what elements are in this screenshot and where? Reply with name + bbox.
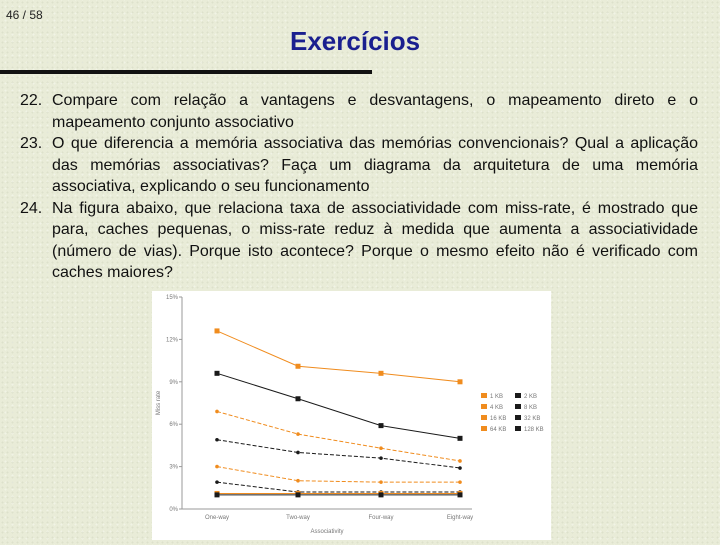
- legend-label: 64 KB: [490, 427, 507, 433]
- x-tick-label: Eight-way: [446, 515, 474, 521]
- legend-label: 128 KB: [524, 427, 544, 433]
- legend-swatch: [481, 426, 487, 431]
- y-tick-label: 3%: [169, 464, 178, 471]
- legend-swatch: [481, 393, 487, 398]
- data-point: [215, 465, 219, 469]
- data-point: [379, 446, 383, 450]
- data-point: [296, 364, 301, 369]
- data-point: [215, 410, 219, 414]
- data-point: [215, 371, 220, 376]
- y-tick-label: 6%: [169, 422, 178, 429]
- legend-swatch: [481, 415, 487, 420]
- series-line: [217, 373, 460, 438]
- legend-label: 16 KB: [490, 416, 507, 422]
- data-point: [296, 492, 301, 497]
- miss-rate-chart: [152, 291, 551, 540]
- question-list: [20, 90, 698, 284]
- data-point: [379, 456, 383, 460]
- legend-label: 2 KB: [524, 394, 538, 400]
- data-point: [458, 379, 463, 384]
- slide-title: Exercícios: [290, 26, 421, 56]
- data-point: [215, 438, 219, 442]
- question-number: 22.: [20, 92, 43, 109]
- series-line: [217, 411, 460, 460]
- y-tick-label: 12%: [165, 337, 178, 344]
- data-point: [458, 466, 462, 470]
- legend-swatch: [515, 426, 521, 431]
- data-point: [379, 423, 384, 428]
- question-23: [20, 133, 698, 198]
- data-point: [458, 480, 462, 484]
- legend-label: 1 KB: [490, 394, 504, 400]
- question-number: 23.: [20, 135, 43, 152]
- chart-svg: [152, 291, 551, 540]
- legend-swatch: [515, 404, 521, 409]
- question-text: O que diferencia a memória associativa das memórias convencionais? Qual a aplicação das memórias associativas? Faça um diagrama da arquitetura de uma memória associativa, explicando o seu funcionamento: [52, 135, 698, 195]
- data-point: [458, 436, 463, 441]
- data-point: [458, 459, 462, 463]
- question-24: [20, 198, 698, 284]
- series-line: [217, 482, 460, 492]
- x-axis-label: Associativity: [310, 529, 344, 535]
- series-line: [217, 467, 460, 483]
- series-line: [217, 331, 460, 382]
- y-axis-label: Miss rate: [156, 390, 162, 416]
- page-number: 46 / 58: [6, 8, 43, 22]
- data-point: [215, 328, 220, 333]
- data-point: [379, 480, 383, 484]
- question-22: [20, 90, 698, 133]
- x-tick-label: Four-way: [368, 515, 394, 521]
- y-tick-label: 0%: [169, 507, 178, 513]
- data-point: [296, 451, 300, 455]
- legend-label: 32 KB: [524, 416, 541, 422]
- data-point: [296, 432, 300, 436]
- legend-swatch: [515, 393, 521, 398]
- data-point: [215, 492, 220, 497]
- question-text: Na figura abaixo, que relaciona taxa de associatividade com miss-rate, é mostrado que para, caches pequenas, o miss-rate reduz à medida que aumenta a associatividade (número de vias). Porque isto acontece? Porque o mesmo efeito não é verificado com caches maiores?: [52, 199, 698, 281]
- x-tick-label: Two-way: [286, 515, 310, 521]
- legend-label: 8 KB: [524, 405, 538, 411]
- legend-label: 4 KB: [490, 405, 504, 411]
- question-number: 24.: [20, 199, 43, 217]
- y-tick-label: 15%: [165, 295, 178, 301]
- legend-swatch: [481, 404, 487, 409]
- data-point: [215, 480, 219, 484]
- data-point: [296, 479, 300, 483]
- title-underline: [0, 70, 372, 74]
- legend-swatch: [515, 415, 521, 420]
- y-tick-label: 9%: [169, 379, 178, 386]
- data-point: [458, 492, 463, 497]
- data-point: [379, 492, 384, 497]
- x-tick-label: One-way: [204, 515, 230, 521]
- data-point: [379, 371, 384, 376]
- series-line: [217, 440, 460, 468]
- data-point: [296, 396, 301, 401]
- question-text: Compare com relação a vantagens e desvantagens, o mapeamento direto e o mapeamento conjunto associativo: [52, 92, 698, 131]
